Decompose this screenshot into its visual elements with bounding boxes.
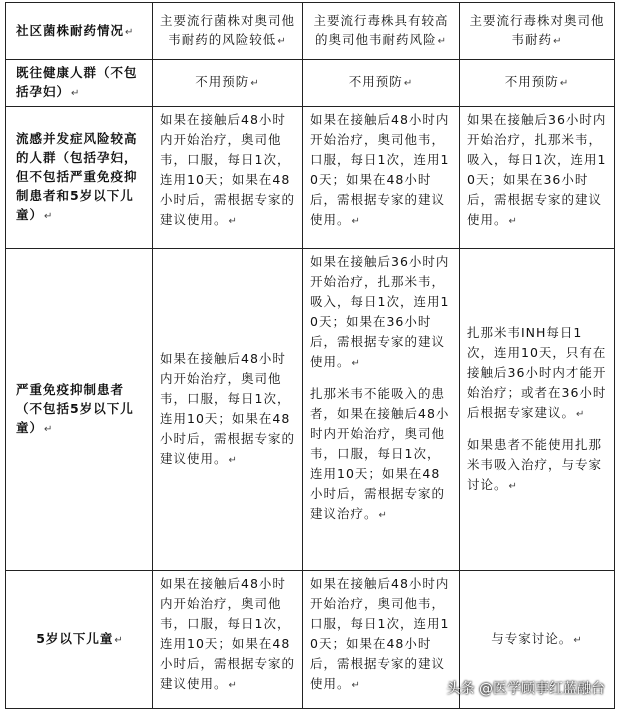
cell-highrisk-resistant: 如果在接触后36小时内开始治疗，扎那米韦，吸入，每日1次，连用10天；如果在36小时后，需根据专家的建议使用。↵ bbox=[460, 107, 615, 249]
cell-under5-high: 如果在接触后48小时内开始治疗，奥司他韦，口服，每日1次，连用10天；如果在48小时后，需根据专家的建议使用。↵ bbox=[303, 571, 460, 709]
cell-healthy-low: 不用预防↵ bbox=[153, 60, 303, 107]
cell-under5-resistant: 与专家讨论。↵ bbox=[460, 571, 615, 709]
cell-highrisk-high: 如果在接触后48小时内开始治疗，奥司他韦，口服，每日1次，连用10天；如果在48小时后，需根据专家的建议使用。↵ bbox=[303, 107, 460, 249]
cell-immuno-low: 如果在接触后48小时内开始治疗，奥司他韦，口服，每日1次，连用10天；如果在48小时后，需根据专家的建议使用。↵ bbox=[153, 249, 303, 571]
cell-under5-low: 如果在接触后48小时内开始治疗，奥司他韦，口服，每日1次，连用10天；如果在48小时后，需根据专家的建议使用。↵ bbox=[153, 571, 303, 709]
cell-immuno-resistant: 扎那米韦INH每日1次，连用10天，只有在接触后36小时内才能开始治疗；或者在36小时后根据专家建议。↵ 如果患者不能使用扎那米韦吸入治疗，与专家讨论。↵ bbox=[460, 249, 615, 571]
table-row bbox=[6, 107, 615, 249]
row-head-under5: 5岁以下儿童↵ bbox=[6, 571, 153, 709]
watermark: 头条 @医学顾事红蓝融台 bbox=[446, 681, 605, 697]
cell-immuno-high: 如果在接触后36小时内开始治疗，扎那米韦，吸入，每日1次，连用10天；如果在36小时后，需根据专家的建议使用。↵ 扎那米韦不能吸入的患者，如果在接触后48小时内开始治疗，奥司他韦，口服，每日1次，连用10天；如果在48小时后，需根据专家的建议治疗。↵ bbox=[303, 249, 460, 571]
prophylaxis-table bbox=[5, 2, 615, 709]
header-high-risk: 主要流行毒株具有较高的奥司他韦耐药风险↵ bbox=[303, 3, 460, 60]
header-resistant: 主要流行毒株对奥司他韦耐药↵ bbox=[460, 3, 615, 60]
cell-healthy-resistant: 不用预防↵ bbox=[460, 60, 615, 107]
row-head-high-risk: 流感并发症风险较高的人群（包括孕妇，但不包括严重免疫抑制患者和5岁以下儿童）↵ bbox=[6, 107, 153, 249]
header-corner: 社区菌株耐药情况↵ bbox=[6, 3, 153, 60]
cell-healthy-high: 不用预防↵ bbox=[303, 60, 460, 107]
table-row bbox=[6, 60, 615, 107]
cell-highrisk-low: 如果在接触后48小时内开始治疗，奥司他韦，口服，每日1次，连用10天；如果在48小时后，需根据专家的建议使用。↵ bbox=[153, 107, 303, 249]
header-low-risk: 主要流行菌株对奥司他韦耐药的风险较低↵ bbox=[153, 3, 303, 60]
table-header-row bbox=[6, 3, 615, 60]
row-head-healthy: 既往健康人群（不包括孕妇）↵ bbox=[6, 60, 153, 107]
table-row bbox=[6, 249, 615, 571]
row-head-immunosuppressed: 严重免疫抑制患者（不包括5岁以下儿童）↵ bbox=[6, 249, 153, 571]
